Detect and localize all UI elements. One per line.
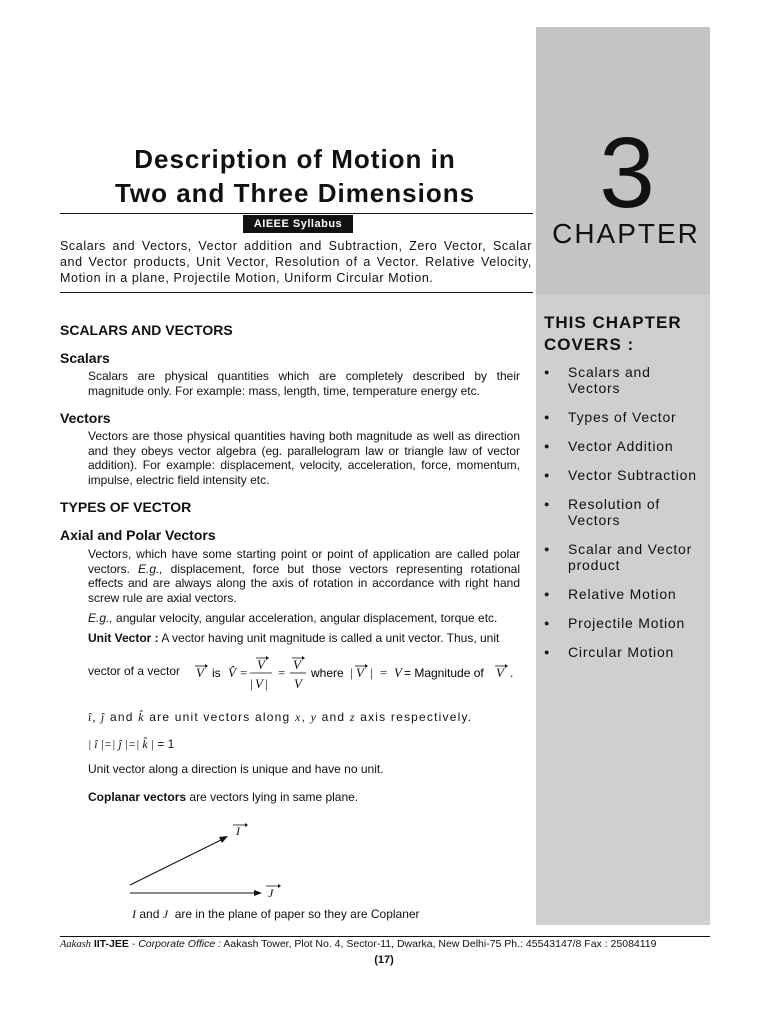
caption-vector-j: J xyxy=(162,907,169,921)
axis-z: z xyxy=(349,710,356,724)
unit-magnitude: = Magnitude of xyxy=(404,666,484,680)
covers-list xyxy=(544,364,706,673)
svg-text:=: = xyxy=(278,665,286,680)
unit-unique-text: Unit vector along a direction is unique and have no unit. xyxy=(88,762,384,776)
ijk-and: and xyxy=(110,710,134,724)
covers-title-line1: THIS CHAPTER xyxy=(544,313,682,332)
k-symbol: k̂ xyxy=(138,710,145,724)
unit-vector-label: Unit Vector : xyxy=(88,631,159,645)
svg-text:=: = xyxy=(380,665,388,680)
chapter-number: 3 xyxy=(599,117,655,229)
svg-text:|: | xyxy=(265,676,268,691)
covers-item: ● Resolution of Vectors xyxy=(544,496,706,528)
axial-examples xyxy=(88,611,520,626)
unit-vector-formula xyxy=(190,652,520,696)
coplanar-text: are vectors lying in same plane. xyxy=(189,790,359,804)
chapter-title-line2: Two and Three Dimensions xyxy=(114,178,476,208)
svg-text:|: | xyxy=(250,676,253,691)
svg-text:V: V xyxy=(496,665,504,680)
covers-item: ● Projectile Motion xyxy=(544,615,706,631)
ijk-sentence: î, ĵ and k̂ are unit vectors along x, y and z axis respectively. xyxy=(88,710,473,724)
vector-i-arrowhead xyxy=(219,836,228,843)
ijk-and-2: and xyxy=(321,710,346,724)
axial-text-3: angular velocity, angular acceleration, angular displacement, torque etc. xyxy=(116,611,498,625)
covers-item: ● Vector Addition xyxy=(544,438,706,454)
svg-text:V: V xyxy=(394,665,402,680)
axial-eg2: E.g., xyxy=(88,611,113,625)
covers-item: ● Relative Motion xyxy=(544,586,706,602)
covers-title xyxy=(544,312,704,356)
covers-item: ● Types of Vector xyxy=(544,409,706,425)
vectors-paragraph: Vectors are those physical quantities having both magnitude as well as direction and they obeys vector algebra (eg. parallelogram law or triangle law of vector addition). For example: displacement, velocity, acceleration, force, momentum, impulse, electric field intensity etc. xyxy=(88,429,520,487)
caption-text: are in the plane of paper so they are Coplaner xyxy=(174,907,420,921)
svg-text:|: | xyxy=(350,665,353,680)
footer-address: Aakash Tower, Plot No. 4, Sector-11, Dwarka, New Delhi-75 Ph.: 45543147/8 Fax : 25084119 xyxy=(223,938,657,950)
syllabus-divider xyxy=(60,292,533,293)
scalars-paragraph: Scalars are physical quantities which are completely described by their magnitude only. For example: mass, length, time, temperature energy etc. xyxy=(88,369,520,398)
vector-j-arrowhead xyxy=(254,890,262,896)
footer xyxy=(60,938,712,950)
unit-vector-text: A vector having unit magnitude is called a unit vector. Thus, unit xyxy=(161,631,500,645)
caption-and: and xyxy=(139,907,160,921)
covers-item: ● Scalar and Vector product xyxy=(544,541,706,573)
ijk-text: are unit vectors along xyxy=(149,710,291,724)
chapter-label: CHAPTER xyxy=(552,218,700,249)
svg-text:V: V xyxy=(255,676,263,691)
svg-text:V: V xyxy=(196,665,204,680)
covers-item: ● Circular Motion xyxy=(544,644,706,660)
coplanar-label: Coplanar vectors xyxy=(88,790,187,804)
axial-eg: E.g., xyxy=(138,561,163,576)
chapter-title xyxy=(60,142,530,210)
unit-formula-prefix: vector of a vector xyxy=(88,664,181,678)
svg-text:J: J xyxy=(268,886,274,900)
svg-text:V̂: V̂ xyxy=(228,665,236,680)
caption-vector-i: I xyxy=(132,907,136,921)
subheading-vectors: Vectors xyxy=(60,410,111,426)
subheading-scalars: Scalars xyxy=(60,350,110,366)
subheading-axial-polar: Axial and Polar Vectors xyxy=(60,527,216,543)
axis-x: x xyxy=(294,710,302,724)
section-heading-scalars-vectors: SCALARS AND VECTORS xyxy=(60,322,233,338)
svg-text:.: . xyxy=(510,665,514,680)
unit-is: is xyxy=(212,666,221,680)
title-divider xyxy=(60,213,533,214)
syllabus-badge: AIEEE Syllabus xyxy=(243,215,353,233)
covers-title-line2: COVERS : xyxy=(544,335,635,354)
ij-symbols: î, ĵ xyxy=(88,710,106,724)
svg-text:=: = xyxy=(240,665,248,680)
unit-where: where xyxy=(311,666,344,680)
ijk-magnitude-value: = 1 xyxy=(157,737,175,751)
svg-text:|: | xyxy=(370,665,373,680)
footer-brand: Aakash xyxy=(60,939,91,950)
covers-item: ● Scalars and Vectors xyxy=(544,364,706,396)
svg-text:V: V xyxy=(257,657,265,672)
ijk-magnitude xyxy=(88,737,174,752)
unit-vector-definition xyxy=(88,631,520,646)
diagram-caption xyxy=(132,907,512,922)
coplanar-definition xyxy=(88,790,520,805)
ijk-magnitude-symbols: | î |=| ĵ |=| k̂ | xyxy=(88,737,154,751)
page-number: (17) xyxy=(374,954,394,966)
svg-text:V: V xyxy=(293,657,301,672)
footer-office-label: - Corporate Office : xyxy=(131,938,222,950)
syllabus-text: Scalars and Vectors, Vector addition and Subtraction, Zero Vector, Scalar and Vector products, Unit Vector, Resolution of a Vector. Relative Velocity, Motion in a plane, Projectile Motion, Uniform Circular Motion. xyxy=(60,239,532,285)
svg-text:V: V xyxy=(294,676,302,691)
chapter-title-line1: Description of Motion in xyxy=(134,144,456,174)
section-heading-types: TYPES OF VECTOR xyxy=(60,499,192,515)
axis-y: y xyxy=(310,710,318,724)
svg-text:V: V xyxy=(356,665,364,680)
coplanar-vectors-diagram xyxy=(120,815,300,903)
footer-iit: IIT-JEE xyxy=(93,938,129,950)
svg-text:I: I xyxy=(236,824,240,838)
axial-paragraph xyxy=(88,547,520,605)
covers-item: ● Vector Subtraction xyxy=(544,467,706,483)
axial-text-2: displacement, force but those vectors representing rotational effects and are always along the axis of rotation in accordance with right hand screw rule are axial vectors. xyxy=(88,561,521,605)
footer-divider xyxy=(60,936,710,937)
axial-text-1: Vectors, which have some starting point or point of application are called polar vectors. xyxy=(88,547,520,576)
ijk-axis: axis respectively. xyxy=(360,710,473,724)
